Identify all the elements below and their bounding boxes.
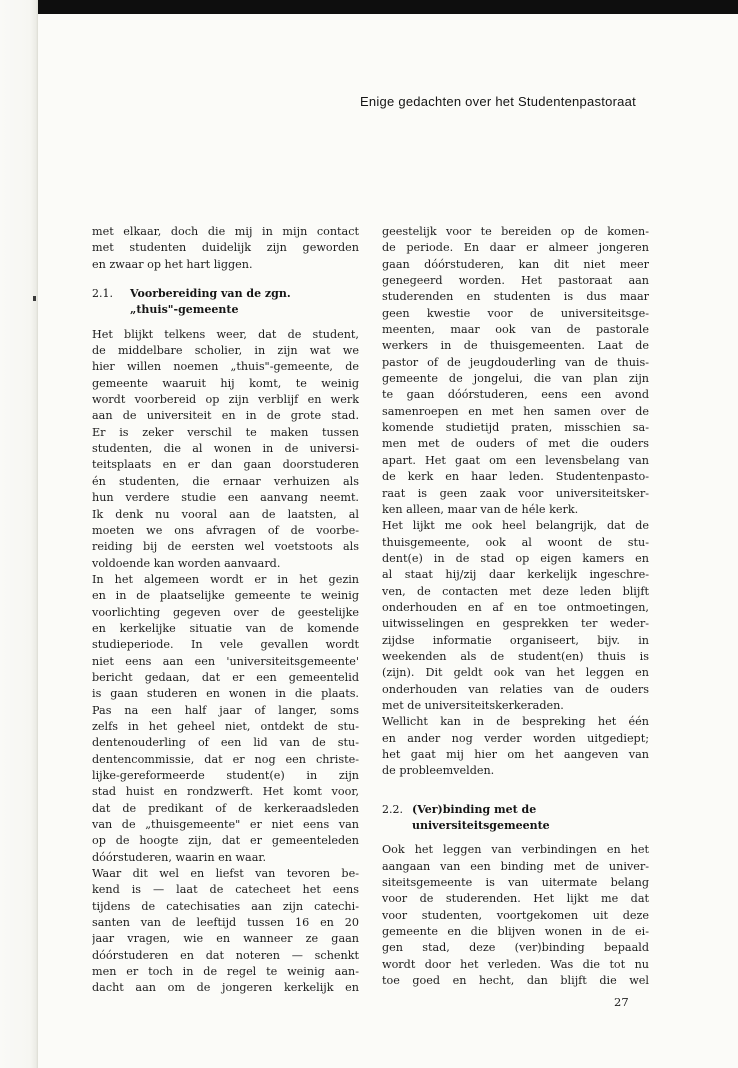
text-line: hier willen noemen „thuis"-gemeente, de — [92, 360, 359, 374]
section-title: (Ver)binding met de — [412, 802, 537, 816]
text-line: gemeente de jongelui, die van plan zijn — [382, 372, 649, 386]
text-line: dentencommissie, dat er nog een christe- — [92, 752, 359, 766]
text-line: jaar vragen, wie en wanneer ze gaan — [92, 932, 359, 946]
text-line: meenten, maar ook van de pastorale — [382, 323, 649, 337]
text-line: de middelbare scholier, in zijn wat we — [92, 344, 359, 358]
text-line: Er is zeker verschil te maken tussen — [92, 425, 359, 439]
text-line: voorlichting gegeven over de geestelijke — [92, 605, 359, 619]
text-line: onderhouden en af en toe ontmoetingen, — [382, 600, 649, 614]
text-line: de probleemvelden. — [382, 764, 495, 778]
text-line: dentenouderling of een lid van de stu- — [92, 736, 359, 750]
text-line: toe goed en hecht, dan blijft die wel — [382, 974, 649, 988]
section-heading-2-1 — [92, 286, 359, 302]
section-number: 2.2. — [382, 802, 403, 816]
text-line: lijke-gereformeerde student(e) in zijn — [92, 769, 359, 782]
paragraph — [382, 224, 649, 518]
text-line: is gaan studeren en wonen in die plaats. — [92, 687, 359, 701]
text-line: siteitsgemeente is van uitermate belang — [382, 876, 649, 890]
text-line: men er toch in de regel te weinig aan- — [92, 965, 359, 979]
text-line: komende studietijd praten, misschien sa- — [382, 421, 649, 435]
text-line: dent(e) in de stad op eigen kamers en — [382, 551, 649, 565]
text-line: weekenden als de student(en) thuis is — [382, 649, 649, 663]
section-title-continued: „thuis"-gemeente — [130, 303, 239, 317]
text-line: dacht aan om de jongeren kerkelijk en — [92, 981, 359, 995]
text-line: stad huist en rondzwerft. Het komt voor, — [92, 785, 359, 799]
paragraph — [92, 572, 359, 866]
text-line: dóórstuderen en dat noteren — schenkt — [92, 948, 359, 962]
scan-gutter — [0, 0, 38, 1068]
text-line: en kerkelijke situatie van de komende — [92, 621, 359, 635]
text-line: wordt door het verleden. Was die tot nu — [382, 957, 649, 971]
text-line: van de „thuisgemeente" er niet eens van — [92, 818, 359, 832]
text-line: gen stad, deze (ver)binding bepaald — [382, 941, 649, 955]
running-header: Enige gedachten over het Studentenpastoraat — [359, 94, 636, 109]
section-title-continued: universiteitsgemeente — [412, 819, 550, 833]
text-line: Het lijkt me ook heel belangrijk, dat de — [382, 519, 649, 533]
paragraph — [382, 842, 649, 989]
text-line: gaan dóórstuderen, kan dit niet meer — [382, 257, 649, 271]
intro-paragraph — [92, 224, 359, 273]
text-line: aangaan van een binding met de univer- — [382, 859, 649, 873]
text-line: onderhouden van relaties van de ouders — [382, 682, 649, 696]
text-line: ken alleen, maar van de héle kerk. — [382, 502, 579, 516]
text-line: zijdse informatie organiseert, bijv. in — [382, 633, 649, 647]
section-title: Voorbereiding van de zgn. — [130, 287, 291, 301]
paragraph — [382, 714, 649, 779]
text-line: aan de universiteit en in de grote stad. — [92, 409, 359, 423]
text-line: voor de studerenden. Het lijkt me dat — [382, 892, 649, 906]
text-line: al staat hij/zij daar kerkelijk ingeschre- — [382, 568, 649, 582]
text-line: In het algemeen wordt er in het gezin — [92, 572, 359, 586]
text-line: het gaat mij hier om het aangeven van — [382, 748, 649, 761]
text-line: teitsplaats en er dan gaan doorstuderen — [92, 458, 359, 472]
paragraph — [382, 518, 649, 714]
text-line: met de universiteitskerkeraden. — [382, 698, 564, 712]
margin-mark — [33, 296, 36, 301]
text-line: studerenden en studenten is dus maar — [382, 290, 649, 304]
text-line: studenten, die al wonen in de universi- — [92, 442, 359, 456]
text-line: Pas na een half jaar of langer, soms — [92, 703, 359, 717]
text-line: gemeente waaruit hij komt, te weinig — [92, 376, 359, 390]
text-line: reiding bij de eersten wel voetstoots als — [92, 540, 359, 554]
text-line: Ook het leggen van verbindingen en het — [382, 843, 649, 857]
text-line: wordt voorbereid op zijn verblijf en werk — [92, 393, 359, 407]
text-line: kend is — laat de catecheet het eens — [92, 883, 359, 897]
text-line: Wellicht kan in de bespreking het één — [382, 715, 649, 729]
text-line: zelfs in het geheel niet, ontdekt de stu- — [92, 719, 359, 733]
text-line: geen kwestie voor de universiteitsge- — [382, 306, 649, 320]
text-line: thuisgemeente, ook al woont de stu- — [382, 535, 649, 549]
text-line: met elkaar, doch die mij in mijn contact — [92, 225, 359, 238]
paragraph — [92, 327, 359, 572]
text-line: (zijn). Dit geldt ook van het leggen en — [382, 666, 649, 680]
text-line: de kerk en haar leden. Studentenpasto- — [382, 470, 649, 484]
section-number: 2.1. — [92, 287, 113, 301]
text-line: genegeerd worden. Het pastoraat aan — [382, 274, 649, 288]
text-line: apart. Het gaat om een levensbelang van — [382, 453, 649, 467]
text-line: én studenten, die ernaar verhuizen als — [92, 474, 359, 488]
text-line: Ik denk nu vooral aan de laatsten, al — [92, 507, 359, 521]
text-line: tijdens de catechisaties aan zijn catechi- — [92, 899, 359, 913]
text-line: santen van de leeftijd tussen 16 en 20 — [92, 916, 359, 930]
text-line: hun verdere studie een aanvang neemt. — [92, 491, 359, 505]
text-line: en in de plaatselijke gemeente te weinig — [92, 589, 359, 603]
text-line: moeten we ons afvragen of de voorbe- — [92, 523, 359, 537]
text-line: bericht gedaan, dat er een gemeentelid — [92, 670, 359, 684]
text-line: en ander nog verder worden uitgediept; — [382, 731, 649, 745]
text-line: Het blijkt telkens weer, dat de student, — [92, 327, 359, 341]
text-line: pastor of de jeugdouderling van de thuis- — [382, 355, 649, 369]
text-line: niet eens aan een 'universiteitsgemeente' — [92, 654, 359, 668]
text-line: men met de ouders of met die ouders — [382, 437, 649, 451]
text-line: geestelijk voor te bereiden op de komen- — [382, 225, 649, 238]
scan-top-edge — [0, 0, 738, 14]
text-line: voor studenten, voortgekomen uit deze — [382, 908, 649, 922]
text-line: voldoende kan worden aanvaard. — [92, 556, 281, 570]
text-line: de periode. En daar er almeer jongeren — [382, 241, 649, 255]
paragraph — [92, 866, 359, 997]
text-line: studieperiode. In vele gevallen wordt — [92, 638, 359, 652]
text-line: dóórstuderen, waarin en waar. — [92, 850, 267, 864]
section-heading-2-2 — [382, 802, 649, 818]
text-line: uitwisselingen en gesprekken ter weder- — [382, 617, 649, 631]
text-line: dat de predikant of de kerkeraadsleden — [92, 801, 359, 815]
text-line: op de hoogte zijn, dat er gemeenteleden — [92, 834, 359, 848]
text-line: te gaan dóórstuderen, eens een avond — [382, 388, 649, 402]
text-line: samenroepen en met hen samen over de — [382, 404, 649, 418]
page-number: 27 — [614, 995, 629, 1009]
text-line: en zwaar op het hart liggen. — [92, 257, 253, 271]
text-line: raat is geen zaak voor universiteitsker- — [382, 486, 649, 500]
text-line: ven, de contacten met deze leden blijft — [382, 584, 649, 598]
text-line: gemeente en die blijven wonen in de ei- — [382, 925, 649, 939]
text-line: Waar dit wel en liefst van tevoren be- — [92, 867, 359, 881]
text-line: met studenten duidelijk zijn geworden — [92, 241, 359, 255]
right-column — [382, 224, 649, 989]
text-line: werkers in de thuisgemeenten. Laat de — [382, 339, 649, 353]
left-column — [92, 224, 359, 997]
